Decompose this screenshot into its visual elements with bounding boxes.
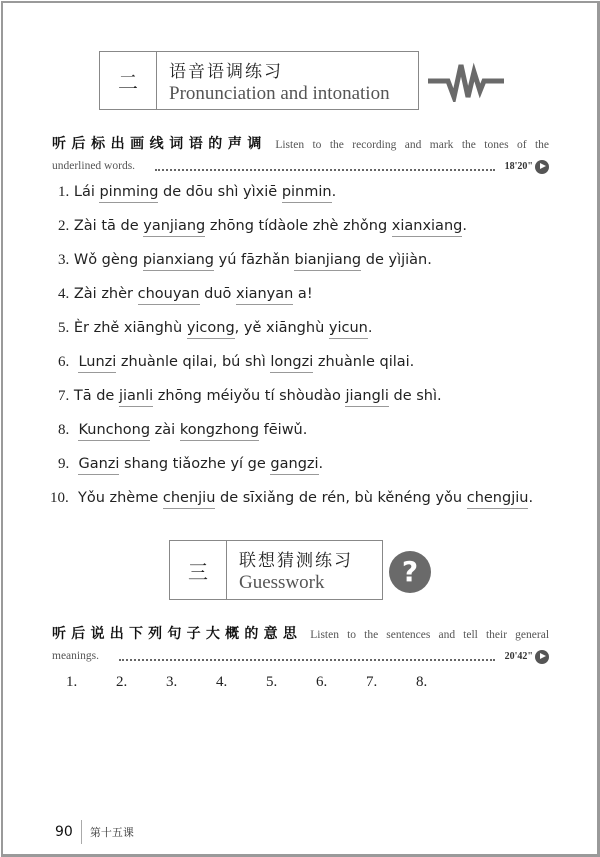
exercise-item bbox=[58, 350, 533, 384]
leader-dots bbox=[155, 163, 495, 171]
sentence-text: Zài zhèr bbox=[73, 286, 138, 302]
sentence-text: duō bbox=[199, 286, 236, 302]
exercise-item bbox=[58, 316, 533, 350]
section-title-zh: 联想猜测练习 bbox=[239, 551, 353, 571]
item-number: 10. bbox=[50, 490, 69, 506]
question-icon: ? bbox=[389, 551, 431, 593]
sentence-text: zhuànle qilai, bú shì bbox=[116, 354, 271, 370]
underlined-word: Ganzi bbox=[78, 456, 119, 475]
exercise-item bbox=[58, 282, 533, 316]
exercise-list bbox=[50, 180, 534, 520]
sentence-text: yú fāzhǎn bbox=[214, 252, 295, 268]
answer-number: 1. bbox=[66, 674, 78, 690]
underlined-word: pinming bbox=[99, 184, 158, 203]
section-2-instructions bbox=[52, 134, 549, 177]
leader-dots bbox=[119, 653, 495, 661]
answer-number: 4. bbox=[216, 674, 228, 690]
page-footer bbox=[55, 820, 134, 844]
section-number: 三 bbox=[170, 541, 227, 599]
answer-number: 3. bbox=[166, 674, 178, 690]
underlined-word: jiangli bbox=[345, 388, 388, 407]
sentence-text: . bbox=[318, 456, 324, 472]
underlined-word: pianxiang bbox=[143, 252, 214, 271]
lesson-title: 第十五课 bbox=[89, 826, 134, 839]
answer-number: 2. bbox=[116, 674, 128, 690]
sentence-text: zhōng tídàole zhè zhǒng bbox=[205, 218, 392, 234]
answer-number: 8. bbox=[416, 674, 428, 690]
instruction-zh: 听后说出下列句子大概的意思 bbox=[52, 626, 303, 642]
sentence-text: Yǒu zhème bbox=[73, 490, 163, 506]
underlined-word: jianli bbox=[119, 388, 153, 407]
exercise-item bbox=[58, 214, 533, 248]
page-number: 90 bbox=[55, 824, 73, 840]
sentence-text: Èr zhě xiānghù bbox=[73, 320, 187, 336]
sentence-text: Tā de bbox=[73, 388, 119, 404]
underlined-word: yicun bbox=[329, 320, 368, 339]
divider bbox=[81, 820, 82, 844]
section-3-header bbox=[169, 540, 383, 600]
section-title-en: Guesswork bbox=[239, 572, 325, 593]
section-2-header bbox=[99, 51, 419, 110]
sentence-text: Lái bbox=[73, 184, 100, 200]
underlined-word: Lunzi bbox=[78, 354, 116, 373]
sentence-text: . bbox=[367, 320, 373, 336]
exercise-item bbox=[58, 248, 533, 282]
exercise-item bbox=[50, 486, 533, 520]
answer-numbers bbox=[66, 674, 466, 691]
item-number: 4. bbox=[58, 286, 70, 302]
sentence-text: de shì. bbox=[388, 388, 442, 404]
answer-number: 6. bbox=[316, 674, 328, 690]
underlined-word: xianxiang bbox=[392, 218, 463, 237]
underlined-word: longzi bbox=[270, 354, 313, 373]
sentence-text: fēiwǔ. bbox=[259, 422, 308, 438]
sentence-text: . bbox=[331, 184, 337, 200]
instruction-en: Listen to the sentences and tell their general bbox=[310, 629, 550, 641]
underlined-word: yanjiang bbox=[143, 218, 205, 237]
sentence-text: shang tiǎozhe yí ge bbox=[119, 456, 271, 472]
section-title-zh: 语音语调练习 bbox=[169, 61, 283, 82]
exercise-item bbox=[58, 180, 533, 214]
underlined-word: yicong bbox=[187, 320, 235, 339]
sentence-text: zhuànle qilai. bbox=[313, 354, 415, 370]
underlined-word: chenjiu bbox=[163, 490, 216, 509]
sentence-text: Zài tā de bbox=[73, 218, 144, 234]
sentence-text: Wǒ gèng bbox=[73, 252, 143, 268]
instruction-en: Listen to the recording and mark the tones of the bbox=[275, 139, 550, 151]
exercise-item bbox=[58, 384, 533, 418]
section-number: 二 bbox=[100, 52, 157, 109]
answer-number: 5. bbox=[266, 674, 278, 690]
underlined-word: chengjiu bbox=[467, 490, 529, 509]
underlined-word: gangzi bbox=[270, 456, 318, 475]
instruction-en-cont: underlined words. bbox=[52, 160, 136, 172]
sentence-text: . bbox=[462, 218, 467, 234]
answer-number: 7. bbox=[366, 674, 378, 690]
sentence-text: zài bbox=[150, 422, 180, 438]
item-number: 3. bbox=[58, 252, 70, 268]
sentence-text: de sīxiǎng de rén, bù kěnéng yǒu bbox=[215, 490, 467, 506]
underlined-word: xianyan bbox=[236, 286, 293, 305]
play-icon[interactable] bbox=[535, 650, 549, 664]
underlined-word: kongzhong bbox=[180, 422, 259, 441]
sentence-text: a! bbox=[293, 286, 313, 302]
waveform-icon bbox=[428, 60, 504, 102]
item-number: 9. bbox=[58, 456, 70, 472]
instruction-zh: 听后标出画线词语的声调 bbox=[52, 136, 267, 152]
underlined-word: chouyan bbox=[138, 286, 200, 305]
section-title-en: Pronunciation and intonation bbox=[169, 82, 390, 104]
underlined-word: pinmin bbox=[282, 184, 332, 203]
item-number: 2. bbox=[58, 218, 70, 234]
item-number: 5. bbox=[58, 320, 70, 336]
underlined-word: bianjiang bbox=[294, 252, 361, 271]
underlined-word: Kunchong bbox=[78, 422, 150, 441]
exercise-item bbox=[58, 418, 533, 452]
exercise-item bbox=[58, 452, 533, 486]
audio-timestamp: 18'20" bbox=[504, 161, 533, 172]
sentence-text: . bbox=[528, 490, 534, 506]
section-3-instructions bbox=[52, 624, 549, 667]
item-number: 1. bbox=[58, 184, 70, 200]
item-number: 7. bbox=[58, 388, 70, 404]
play-icon[interactable] bbox=[535, 160, 549, 174]
sentence-text: , yě xiānghù bbox=[234, 320, 329, 336]
instruction-en-cont: meanings. bbox=[52, 650, 99, 662]
item-number: 8. bbox=[58, 422, 70, 438]
item-number: 6. bbox=[58, 354, 70, 370]
sentence-text: zhōng méiyǒu tí shòudào bbox=[153, 388, 346, 404]
sentence-text: de yìjiàn. bbox=[361, 252, 432, 268]
audio-timestamp: 20'42" bbox=[504, 651, 533, 662]
sentence-text: de dōu shì yìxiē bbox=[158, 184, 282, 200]
